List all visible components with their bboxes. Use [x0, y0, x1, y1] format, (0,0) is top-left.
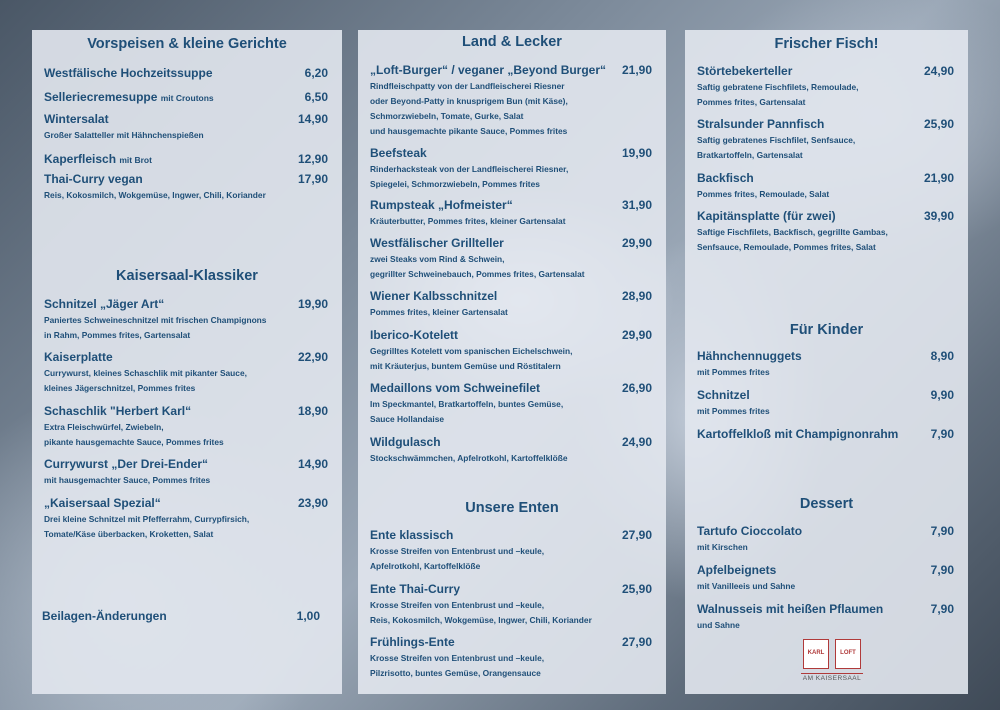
menu-item — [697, 388, 954, 419]
item-name: Apfelbeignets — [697, 563, 777, 577]
item-name: Beilagen-Änderungen — [42, 609, 167, 623]
menu-item — [44, 297, 328, 343]
section-title-starters: Vorspeisen & kleine Gerichte — [87, 36, 287, 52]
item-description: mit Pommes frites — [697, 367, 770, 377]
item-description: Pommes frites, kleiner Gartensalat — [370, 307, 508, 317]
item-price: 17,90 — [297, 172, 328, 186]
item-description: mit Vanilleeis und Sahne — [697, 581, 796, 591]
item-description: Kräuterbutter, Pommes frites, kleiner Gartensalat — [370, 216, 566, 226]
item-description: Gegrilltes Kotelett vom spanischen Eichelschwein, mit Kräuterjus, buntem Gemüse und Röstitalern — [370, 346, 573, 371]
item-name: Schnitzel — [697, 388, 750, 402]
item-price: 18,90 — [297, 404, 328, 418]
item-description: Rindfleischpatty von der Landfleischerei Riesner oder Beyond-Patty in knusprigem Bun (mit Käse), Schmorzwiebeln, Tomate, Gurke, Salat und hausgemachte pikante Sauce, Pommes frites — [370, 81, 568, 136]
item-name: Iberico-Kotelett — [370, 328, 459, 342]
menu-item — [370, 289, 652, 320]
item-price: 24,90 — [621, 435, 652, 449]
menu-item — [370, 63, 652, 139]
item-price: 1,00 — [296, 609, 320, 623]
item-price: 19,90 — [621, 146, 652, 160]
menu-item — [697, 209, 954, 255]
item-name: Kapitänsplatte (für zwei) — [697, 209, 836, 223]
item-price: 6,20 — [304, 66, 328, 80]
item-name: Selleriecremesuppe mit Croutons — [44, 90, 214, 104]
item-name: Tartufo Cioccolato — [697, 524, 803, 538]
menu-item — [697, 602, 954, 633]
item-description: mit hausgemachter Sauce, Pommes frites — [44, 475, 211, 485]
item-description: mit Kirschen — [697, 542, 748, 552]
logo-karl-box: KARL — [803, 639, 829, 669]
item-price: 24,90 — [923, 64, 954, 78]
item-price: 6,50 — [304, 90, 328, 104]
menu-item — [697, 427, 954, 441]
item-price: 25,90 — [621, 582, 652, 596]
item-description: Krosse Streifen von Entenbrust und –keule, Reis, Kokosmilch, Wokgemüse, Ingwer, Chili, Koriander — [370, 600, 592, 625]
item-price: 29,90 — [621, 328, 652, 342]
item-description: Drei kleine Schnitzel mit Pfefferrahm, Currypfirsich, Tomate/Käse überbacken, Kroketten, Salat — [44, 514, 250, 539]
item-name: Currywurst „Der Drei-Ender“ — [44, 457, 209, 471]
item-name: Schnitzel „Jäger Art“ — [44, 297, 165, 311]
item-price: 31,90 — [621, 198, 652, 212]
menu-item — [370, 582, 652, 628]
item-name: Wintersalat — [44, 112, 109, 126]
item-price: 27,90 — [621, 635, 652, 649]
item-note: mit Croutons — [160, 93, 214, 103]
menu-item — [370, 528, 652, 574]
section-title-ducks: Unsere Enten — [465, 500, 559, 516]
item-description: Saftige Fischfilets, Backfisch, gegrillte Gambas, Senfsauce, Remoulade, Pommes frites, Salat — [697, 227, 888, 252]
menu-item — [370, 198, 652, 229]
item-description: mit Pommes frites — [697, 406, 770, 416]
item-price: 29,90 — [621, 236, 652, 250]
item-name: Beefsteak — [370, 146, 427, 160]
section-title-dessert: Dessert — [799, 496, 854, 512]
item-price: 22,90 — [297, 350, 328, 364]
item-description: Saftig gebratene Fischfilets, Remoulade, Pommes frites, Gartensalat — [697, 82, 859, 107]
menu-item — [697, 349, 954, 380]
item-name: Westfälische Hochzeitssuppe — [44, 66, 213, 80]
item-description: Currywurst, kleines Schaschlik mit pikanter Sauce, kleines Jägerschnitzel, Pommes frites — [44, 368, 247, 393]
item-name: Stralsunder Pannfisch — [697, 117, 825, 131]
item-price: 7,90 — [930, 563, 954, 577]
menu-item — [370, 146, 652, 192]
item-price: 26,90 — [621, 381, 652, 395]
item-name: Ente Thai-Curry — [370, 582, 461, 596]
item-name: Wiener Kalbsschnitzel — [370, 289, 498, 303]
item-name: Medaillons vom Schweinefilet — [370, 381, 541, 395]
menu-item — [697, 524, 954, 555]
menu-item — [44, 90, 328, 104]
menu-item — [44, 172, 328, 203]
menu-item — [370, 236, 652, 282]
item-price: 8,90 — [930, 349, 954, 363]
item-price: 14,90 — [297, 112, 328, 126]
menu-item — [697, 563, 954, 594]
item-description: Saftig gebratenes Fischfilet, Senfsauce, Bratkartoffeln, Gartensalat — [697, 135, 856, 160]
item-description: Pommes frites, Remoulade, Salat — [697, 189, 830, 199]
menu-item — [44, 457, 328, 488]
item-price: 7,90 — [930, 427, 954, 441]
section-title-classics: Kaisersaal-Klassiker — [116, 268, 258, 284]
menu-item — [44, 152, 328, 166]
item-description: zwei Steaks vom Rind & Schwein, gegrillter Schweinebauch, Pommes frites, Gartensalat — [370, 254, 585, 279]
item-description: Rinderhacksteak von der Landfleischerei Riesner, Spiegelei, Schmorzwiebeln, Pommes frites — [370, 164, 569, 189]
item-price: 23,90 — [297, 496, 328, 510]
item-price: 21,90 — [923, 171, 954, 185]
logo-loft-box: LOFT — [835, 639, 861, 669]
item-name: Thai-Curry vegan — [44, 172, 143, 186]
item-name: Kaiserplatte — [44, 350, 113, 364]
item-price: 7,90 — [930, 524, 954, 538]
item-description: Krosse Streifen von Entenbrust und –keule, Pilzrisotto, buntes Gemüse, Orangensauce — [370, 653, 545, 678]
item-name: Hähnchennuggets — [697, 349, 802, 363]
section-title-fish: Frischer Fisch! — [774, 36, 879, 52]
item-note: mit Brot — [119, 155, 152, 165]
menu-item — [44, 350, 328, 396]
menu-panel-left — [32, 30, 342, 694]
item-price: 7,90 — [930, 602, 954, 616]
item-name: „Loft-Burger“ / veganer „Beyond Burger“ — [370, 63, 607, 77]
menu-panel-middle — [358, 30, 666, 694]
item-name: „Kaisersaal Spezial“ — [44, 496, 161, 510]
item-name: Westfälischer Grillteller — [370, 236, 504, 250]
item-name: Schaschlik "Herbert Karl“ — [44, 404, 192, 418]
section-title-kids: Für Kinder — [789, 322, 864, 338]
menu-item — [44, 496, 328, 542]
menu-item — [370, 635, 652, 681]
item-description: Reis, Kokosmilch, Wokgemüse, Ingwer, Chili, Koriander — [44, 190, 266, 200]
section-title-land: Land & Lecker — [462, 34, 562, 50]
item-name: Walnusseis mit heißen Pflaumen — [697, 602, 884, 616]
item-description: und Sahne — [697, 620, 740, 630]
item-description: Paniertes Schweineschnitzel mit frischen Champignons in Rahm, Pommes frites, Gartensalat — [44, 315, 267, 340]
item-price: 12,90 — [297, 152, 328, 166]
item-price: 39,90 — [923, 209, 954, 223]
menu-item — [370, 435, 652, 466]
item-price: 19,90 — [297, 297, 328, 311]
item-description: Großer Salatteller mit Hähnchenspießen — [44, 130, 204, 140]
item-description: Im Speckmantel, Bratkartoffeln, buntes Gemüse, Sauce Hollandaise — [370, 399, 564, 424]
item-price: 21,90 — [621, 63, 652, 77]
item-name: Ente klassisch — [370, 528, 454, 542]
menu-item — [370, 381, 652, 427]
item-name: Rumpsteak „Hofmeister“ — [370, 198, 513, 212]
item-price: 9,90 — [930, 388, 954, 402]
item-name: Störtebekerteller — [697, 64, 793, 78]
item-price: 14,90 — [297, 457, 328, 471]
item-name: Frühlings-Ente — [370, 635, 455, 649]
menu-item — [44, 404, 328, 450]
menu-panel-right — [685, 30, 968, 694]
menu-item — [44, 66, 328, 80]
item-description: Stockschwämmchen, Apfelrotkohl, Kartoffelklöße — [370, 453, 568, 463]
menu-item — [44, 112, 328, 143]
menu-item — [370, 328, 652, 374]
menu-item — [697, 64, 954, 110]
item-name: Wildgulasch — [370, 435, 441, 449]
restaurant-logo — [801, 639, 863, 685]
item-description: Krosse Streifen von Entenbrust und –keule, Apfelrotkohl, Kartoffelklöße — [370, 546, 545, 571]
item-price: 28,90 — [621, 289, 652, 303]
item-description: Extra Fleischwürfel, Zwiebeln, pikante hausgemachte Sauce, Pommes frites — [44, 422, 224, 447]
item-name: Backfisch — [697, 171, 754, 185]
item-name: Kartoffelkloß mit Champignonrahm — [697, 427, 899, 441]
item-name: Kaperfleisch mit Brot — [44, 152, 152, 166]
menu-item — [697, 117, 954, 163]
item-price: 25,90 — [923, 117, 954, 131]
menu-item — [697, 171, 954, 202]
menu-item-extra — [42, 609, 320, 623]
logo-subtitle: AM KAISERSAAL — [802, 675, 862, 682]
item-price: 27,90 — [621, 528, 652, 542]
